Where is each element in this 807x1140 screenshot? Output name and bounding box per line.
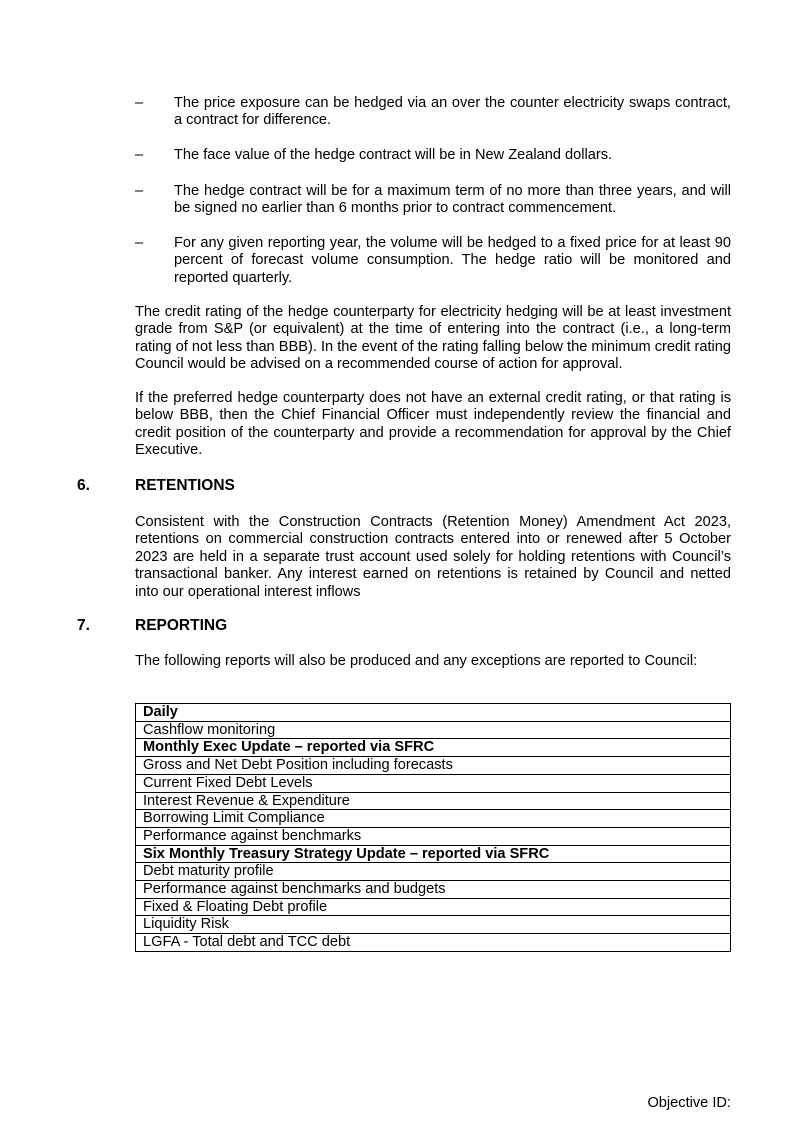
table-cell: Cashflow monitoring: [136, 721, 731, 739]
report-table: [135, 703, 731, 952]
bullet-text: The price exposure can be hedged via an over the counter electricity swaps contract, a contract for difference.: [174, 95, 731, 129]
table-cell: Borrowing Limit Compliance: [136, 810, 731, 828]
objective-id-label: Objective ID:: [647, 1095, 731, 1111]
section-heading: REPORTING: [135, 617, 228, 634]
section-number: 7.: [77, 617, 90, 634]
table-row: [136, 757, 731, 775]
bullet-item: [135, 147, 731, 164]
table-cell: LGFA - Total debt and TCC debt: [136, 934, 731, 952]
table-row: [136, 827, 731, 845]
paragraph-credit-rating: The credit rating of the hedge counterparty for electricity hedging will be at least investment grade from S&P (or equivalent) at the time of entering into the contract (i.e., a long-term rating of not less than BBB). In the event of the rating falling below the minimum credit rating Council would be advised on a recommended course of action for approval.: [135, 304, 731, 373]
bullet-text: The hedge contract will be for a maximum term of no more than three years, and will be signed no earlier than 6 months prior to contract commencement.: [174, 183, 731, 217]
table-cell: Six Monthly Treasury Strategy Update – reported via SFRC: [136, 845, 731, 863]
bullet-item: [135, 95, 731, 130]
table-row: [136, 721, 731, 739]
table-cell: Monthly Exec Update – reported via SFRC: [136, 739, 731, 757]
dash-marker: –: [135, 95, 144, 111]
table-cell: Performance against benchmarks and budgets: [136, 881, 731, 899]
table-row: [136, 863, 731, 881]
section-heading: RETENTIONS: [135, 477, 235, 494]
dash-marker: –: [135, 147, 144, 163]
table-row: [136, 792, 731, 810]
bullet-item: [135, 183, 731, 218]
dash-marker: –: [135, 235, 144, 251]
table-row: [136, 934, 731, 952]
table-cell: Gross and Net Debt Position including forecasts: [136, 757, 731, 775]
table-cell: Current Fixed Debt Levels: [136, 774, 731, 792]
table-cell: Fixed & Floating Debt profile: [136, 898, 731, 916]
table-row: [136, 774, 731, 792]
table-row: [136, 739, 731, 757]
bullet-text: For any given reporting year, the volume will be hedged to a fixed price for at least 90 percent of forecast volume consumption. The hedge ratio will be monitored and reported quarterly.: [174, 235, 731, 286]
bullet-item: [135, 235, 731, 287]
paragraph-unrated-counterparty: If the preferred hedge counterparty does not have an external credit rating, or that rating is below BBB, then the Chief Financial Officer must independently review the financial and credit position of the counterparty and provide a recommendation for approval by the Chief Executive.: [135, 390, 731, 459]
table-cell: Liquidity Risk: [136, 916, 731, 934]
table-row: [136, 810, 731, 828]
table-cell: Interest Revenue & Expenditure: [136, 792, 731, 810]
table-row: [136, 881, 731, 899]
table-row: [136, 845, 731, 863]
table-row: [136, 704, 731, 722]
table-row: [136, 916, 731, 934]
table-row: [136, 898, 731, 916]
section-number: 6.: [77, 477, 90, 494]
bullet-text: The face value of the hedge contract will be in New Zealand dollars.: [174, 147, 613, 163]
section-body: Consistent with the Construction Contracts (Retention Money) Amendment Act 2023, retentions on commercial construction contracts entered into or renewed after 5 October 2023 are held in a separate trust account used solely for holding retentions with Council’s transactional banker. Any interest earned on retentions is retained by Council and netted into our operational interest inflows: [135, 514, 731, 600]
table-cell: Debt maturity profile: [136, 863, 731, 881]
table-cell: Daily: [136, 704, 731, 722]
dash-marker: –: [135, 183, 144, 199]
section-intro: The following reports will also be produced and any exceptions are reported to Council:: [135, 653, 698, 669]
table-cell: Performance against benchmarks: [136, 827, 731, 845]
